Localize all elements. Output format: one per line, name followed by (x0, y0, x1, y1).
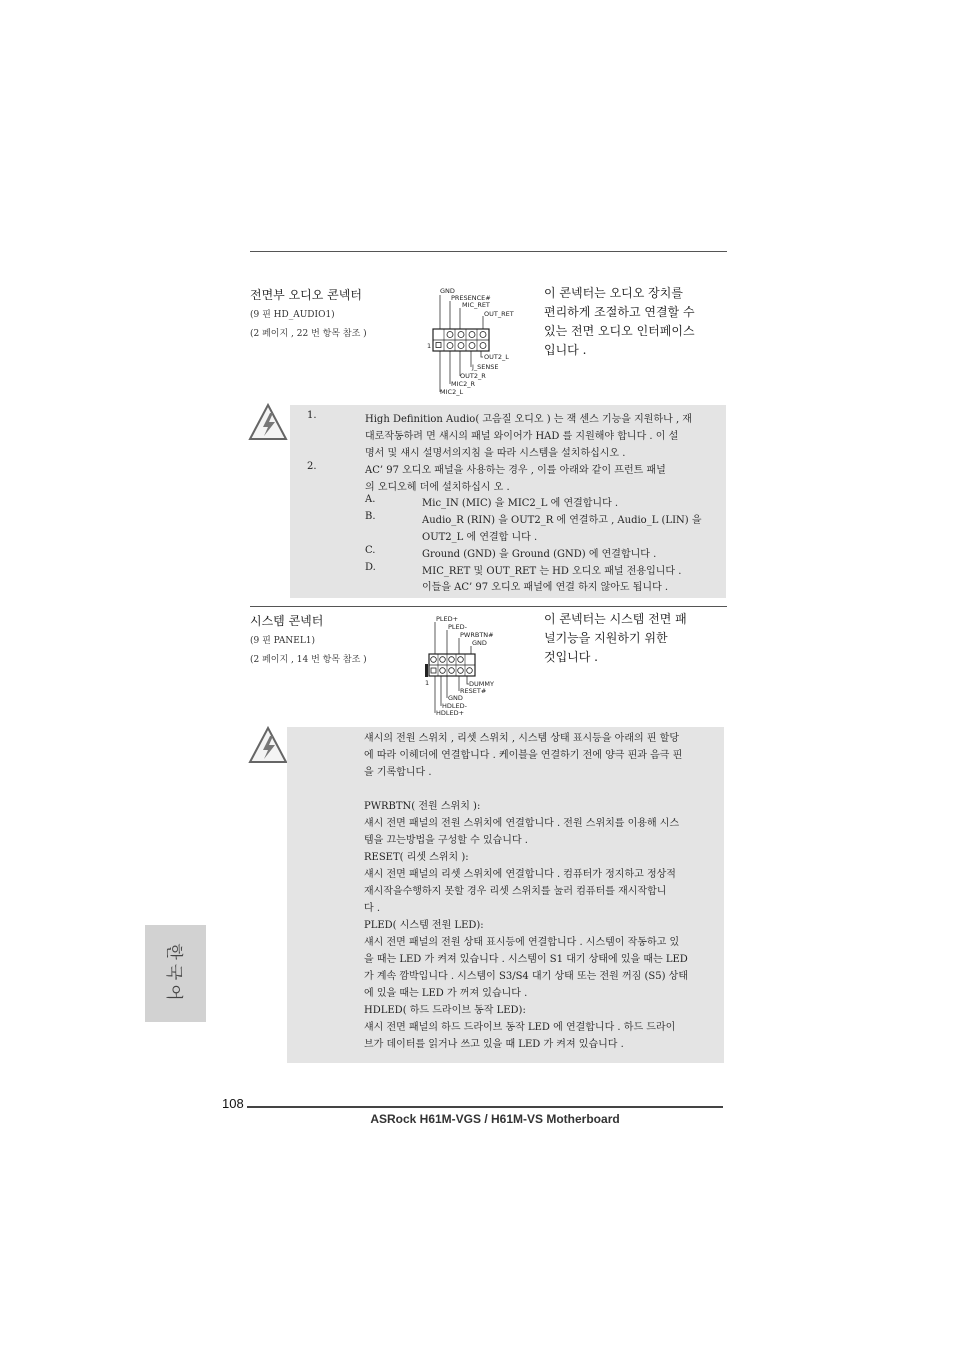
svg-text:MIC2_R: MIC2_R (451, 380, 475, 388)
language-side-tab: 한국어 (145, 925, 206, 1022)
svg-text:PLED+: PLED+ (436, 615, 459, 623)
warning-icon (248, 403, 288, 441)
section2-description: 이 콘넥터는 시스템 전면 패 널기능을 지원하기 위한 것입니다 . (544, 612, 687, 664)
section-divider (250, 606, 727, 607)
svg-text:HDLED+: HDLED+ (436, 709, 465, 717)
svg-text:DUMMY: DUMMY (469, 680, 494, 688)
svg-text:OUT2_L: OUT2_L (484, 353, 509, 361)
svg-text:PWRBTN#: PWRBTN# (460, 631, 494, 639)
svg-text:J_SENSE: J_SENSE (472, 363, 499, 371)
svg-text:GND: GND (472, 639, 487, 647)
pin1-label-panel: 1 (425, 679, 430, 687)
svg-text:RESET#: RESET# (460, 687, 487, 695)
section1-page-ref: (2 페이지 , 22 번 항목 참조 ) (250, 329, 367, 339)
svg-text:PLED-: PLED- (448, 623, 467, 631)
svg-text:MIC_RET: MIC_RET (462, 301, 490, 309)
section2-title: 시스템 콘넥터 (250, 614, 324, 628)
svg-text:GND: GND (440, 287, 455, 295)
svg-text:HDLED-: HDLED- (442, 702, 467, 710)
pin1-label: 1 (427, 342, 432, 350)
panel-pin-diagram (423, 614, 533, 719)
svg-text:MIC2_L: MIC2_L (440, 388, 464, 396)
section2-page-ref: (2 페이지 , 14 번 항목 참조 ) (250, 655, 367, 665)
section2-pin-info: (9 핀 PANEL1) (250, 636, 316, 646)
hd-audio-pin-diagram (423, 285, 533, 400)
section1-title: 전면부 오디오 콘넥터 (250, 288, 362, 302)
section1-pin-info: (9 핀 HD_AUDIO1) (250, 310, 335, 320)
section1-description: 이 콘넥터는 오디오 장치를 편리하게 조절하고 연결할 수 있는 전면 오디오 인터페이스 입니다 . (544, 286, 695, 357)
warning-icon-2 (248, 726, 288, 764)
svg-text:GND: GND (448, 694, 463, 702)
svg-text:PRESENCE#: PRESENCE# (451, 294, 491, 302)
footer-rule (247, 1106, 723, 1108)
svg-text:OUT_RET: OUT_RET (484, 310, 514, 318)
page-number: 108 (222, 1096, 244, 1111)
footer-title: ASRock H61M-VGS / H61M-VS Motherboard (370, 1112, 620, 1126)
top-rule (250, 251, 727, 252)
note2-text: 섀시의 전원 스위치 , 리셋 스위치 , 시스템 상태 표시등을 아래의 핀 할당 에 따라 이헤더에 연결합니다 . 케이블을 연결하기 전에 양극 핀과 음극 핀 을 기록합니다 . PWRBTN( 전원 스위치 ): 섀시 전면 패널의 전원 스위치에 연결합니다 . 전원 스위치를 이용해 시스 템을 끄는방법을 구성할 수 있습니다 . RESET( 리셋 스위치 ): 섀시 전면 패널의 리셋 스위치에 연결합니다 . 컴퓨터가 정지하고 정상적 재시작을수행하지 못할 경우 리셋 스위치를 눌러 컴퓨터를 재시작합니 다 . PLED( 시스템 전원 LED): 섀시 전면 패널의 전원 상태 표시등에 연결합니다 . 시스템이 작동하고 있 을 때는 LED 가 켜져 있습니다 . 시스템이 S1 대기 상태에 있을 때는 LED 가 계속 깜박입니다 . 시스템이 S3/S4 대기 상태 또는 전원 꺼짐 (S5) 상태 에 있을 때는 LED 가 꺼져 있습니다 . HDLED( 하드 드라이브 동작 LED): 섀시 전면 패널의 하드 드라이브 동작 LED 에 연결합니다 . 하드 드라이 브가 데이터를 읽거나 쓰고 있을 때 LED 가 켜져 있습니다 . (364, 733, 688, 1050)
svg-text:OUT2_R: OUT2_R (460, 372, 486, 380)
